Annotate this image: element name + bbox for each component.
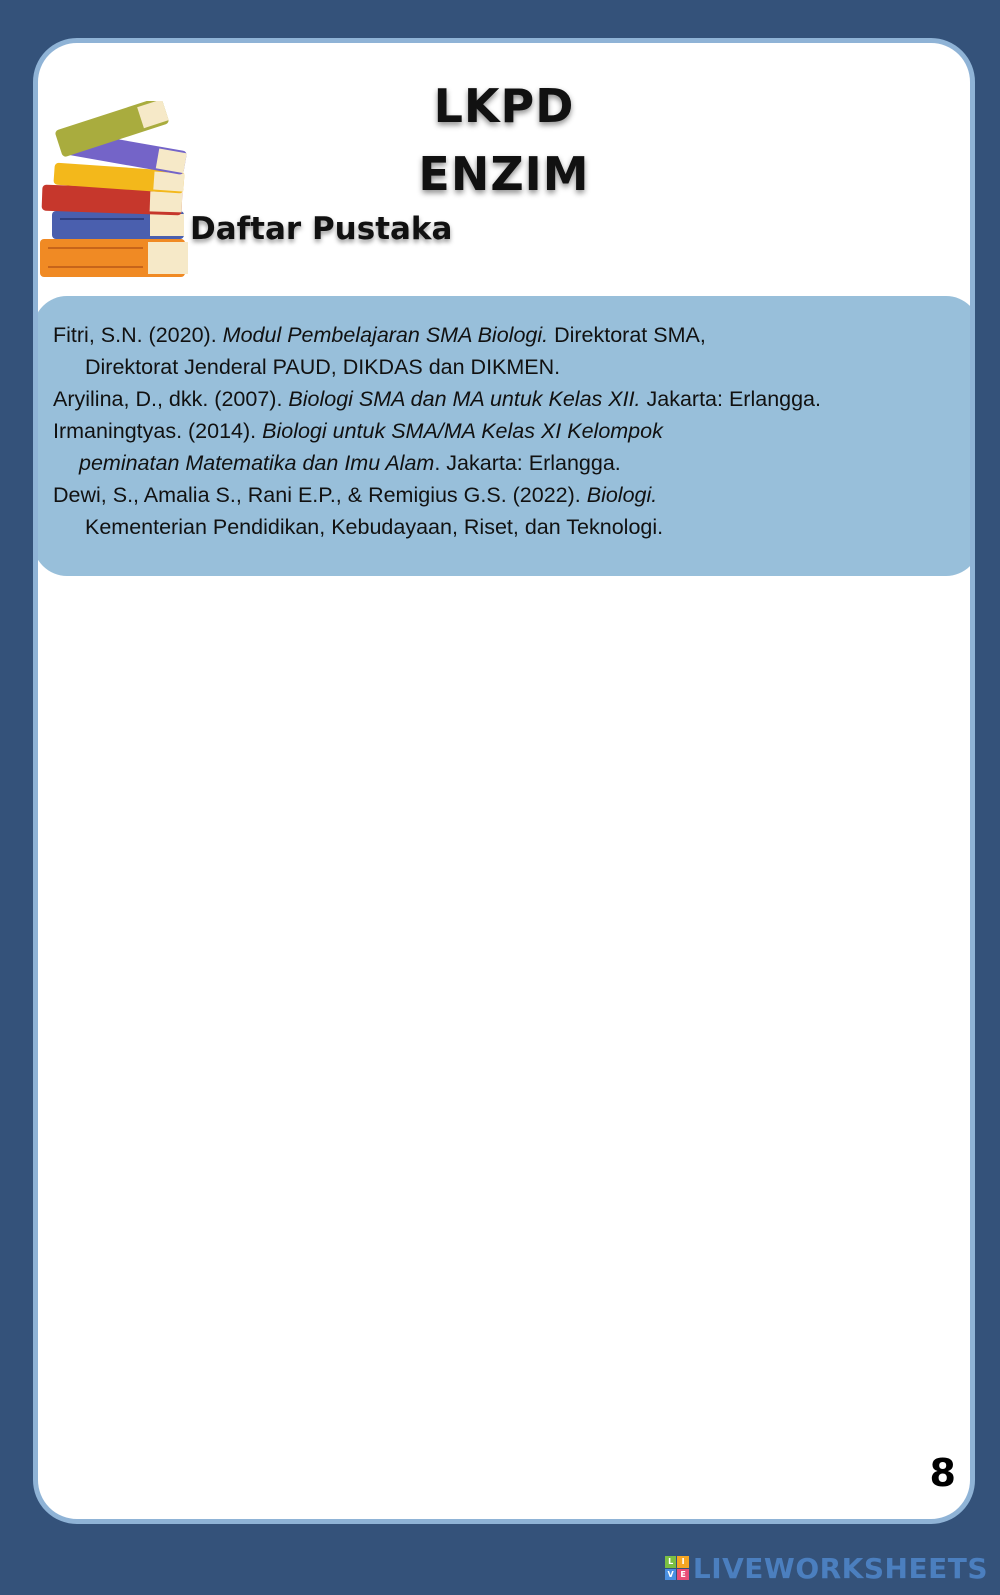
reference-publisher: . Jakarta: Erlangga.	[434, 451, 621, 475]
reference-title: Modul Pembelajaran SMA Biologi.	[222, 323, 549, 347]
reference-authors: Fitri, S.N. (2020).	[53, 323, 223, 347]
reference-continuation: Direktorat Jenderal PAUD, DIKDAS dan DIKMEN.	[85, 355, 561, 379]
reference-authors: Aryilina, D., dkk. (2007).	[53, 387, 289, 411]
reference-authors: Irmaningtyas. (2014).	[53, 419, 263, 443]
reference-entry	[53, 383, 821, 415]
reference-publisher: Jakarta: Erlangga.	[640, 387, 821, 411]
references-panel	[33, 296, 975, 576]
reference-entry	[53, 319, 706, 383]
logo-letter: E	[677, 1569, 689, 1581]
title-line-2: ENZIM	[418, 147, 590, 201]
brand-name: LIVEWORKSHEETS	[692, 1551, 988, 1585]
title-line-1: LKPD	[433, 79, 575, 133]
logo-letter: V	[665, 1569, 677, 1581]
reference-authors: Dewi, S., Amalia S., Rani E.P., & Remigius G.S. (2022).	[53, 483, 587, 507]
reference-continuation	[53, 447, 663, 479]
reference-title: Biologi SMA dan MA untuk Kelas XII.	[288, 387, 641, 411]
page-number: 8	[929, 1451, 956, 1495]
reference-entry	[53, 415, 663, 479]
worksheet-page	[33, 38, 975, 1524]
liveworksheets-logo[interactable]	[665, 1551, 988, 1585]
reference-publisher: Direktorat SMA,	[548, 323, 706, 347]
reference-continuation: Kementerian Pendidikan, Kebudayaan, Riset, dan Teknologi.	[85, 515, 664, 539]
reference-entry	[53, 479, 663, 543]
logo-icon	[665, 1556, 689, 1580]
reference-title: Biologi untuk SMA/MA Kelas XI Kelompok	[262, 419, 663, 443]
reference-title-continued: peminatan Matematika dan Imu Alam	[79, 451, 435, 475]
logo-letter: L	[665, 1556, 677, 1568]
logo-letter: I	[677, 1556, 689, 1568]
reference-title: Biologi.	[586, 483, 658, 507]
section-heading: Daftar Pustaka	[190, 211, 453, 247]
